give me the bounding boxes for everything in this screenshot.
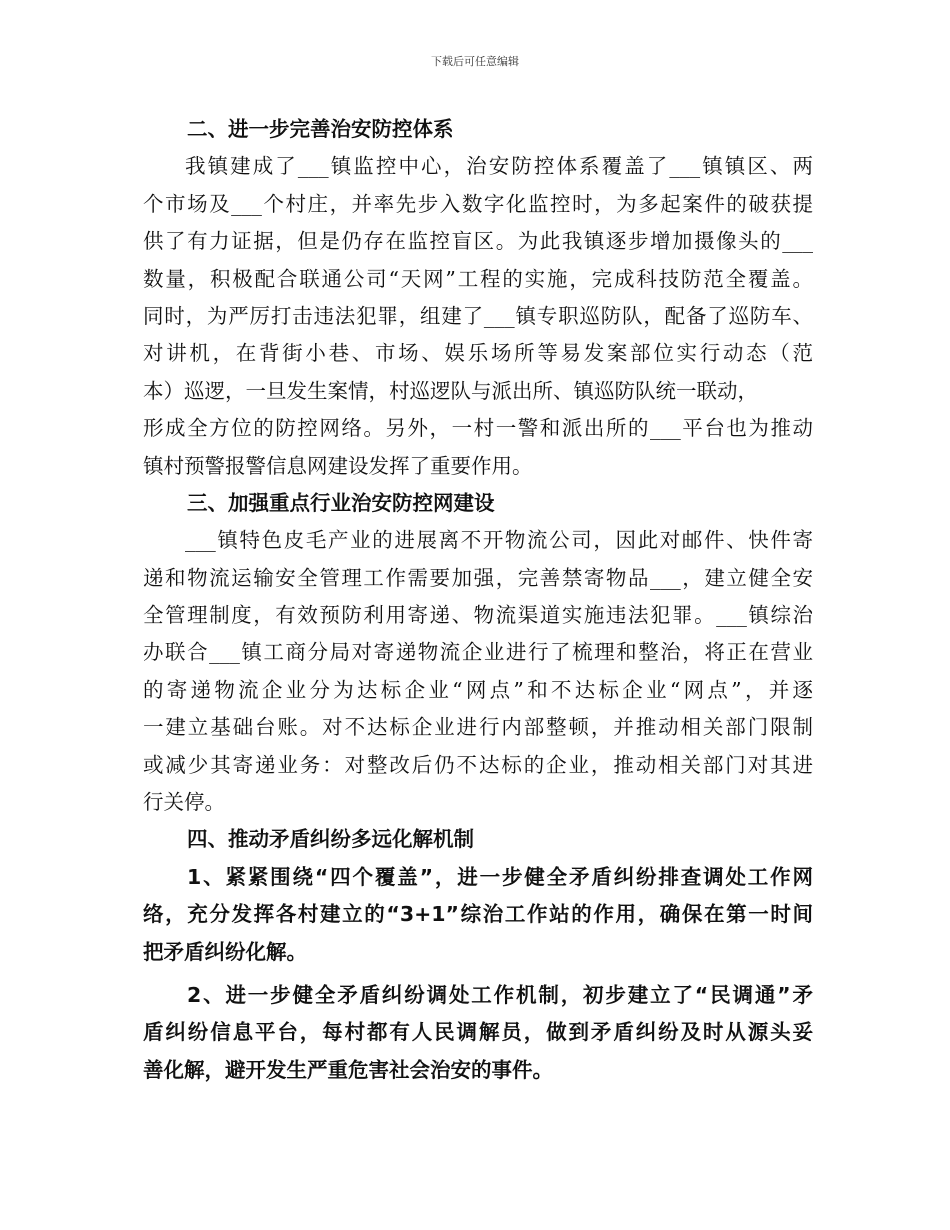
item-2-line: 2、进一步健全矛盾纠纷调处工作机制，初步建立了“民调通”矛: [187, 982, 813, 1007]
item-2-line: 善化解，避开发生严重危害社会治安的事件。: [143, 1057, 553, 1082]
paragraph-line: 同时，为严厉打击违法犯罪，组建了___镇专职巡防队，配备了巡防车、: [143, 303, 813, 328]
paragraph-line: 我镇建成了___镇监控中心，治安防控体系覆盖了___镇镇区、两: [185, 154, 813, 179]
paragraph-line: 对讲机，在背街小巷、市场、娱乐场所等易发案部位实行动态（范: [143, 341, 813, 366]
paragraph-line: 供了有力证据，但是仍存在监控盲区。为此我镇逐步增加摄像头的___: [143, 229, 813, 254]
item-1-line: 1、紧紧围绕“四个覆盖”，进一步健全矛盾纠纷排查调处工作网: [187, 864, 813, 889]
paragraph-line: 递和物流运输安全管理工作需要加强，完善禁寄物品___，建立健全安: [143, 565, 813, 590]
section-2-heading: 二、进一步完善治安防控体系: [187, 117, 454, 141]
paragraph-line: 形成全方位的防控网络。另外，一村一警和派出所的___平台也为推动: [143, 416, 813, 441]
item-2-line: 盾纠纷信息平台，每村都有人民调解员，做到矛盾纠纷及时从源头妥: [143, 1020, 813, 1045]
paragraph-line: 镇村预警报警信息网建设发挥了重要作用。: [143, 453, 533, 478]
paragraph-line: ___镇特色皮毛产业的进展离不开物流公司，因此对邮件、快件寄: [185, 528, 813, 553]
page-header-note: 下载后可任意编辑: [431, 55, 519, 68]
paragraph-line: 数量，积极配合联通公司“天网”工程的实施，完成科技防范全覆盖。: [143, 266, 813, 291]
paragraph-line: 行关停。: [143, 790, 225, 815]
paragraph-line: 本）巡逻，一旦发生案情，村巡逻队与派出所、镇巡防队统一联动，: [143, 378, 758, 403]
document-body: [143, 111, 813, 1089]
item-1-line: 络，充分发挥各村建立的“3+1”综治工作站的作用，确保在第一时间: [143, 902, 813, 927]
paragraph-line: 一建立基础台账。对不达标企业进行内部整顿，并推动相关部门限制: [143, 715, 813, 740]
section-3-heading: 三、加强重点行业治安防控网建设: [187, 490, 495, 515]
paragraph-line: 办联合___镇工商分局对寄递物流企业进行了梳理和整治，将正在营业: [143, 640, 813, 665]
item-1-line: 把矛盾纠纷化解。: [143, 939, 307, 964]
paragraph-line: 全管理制度，有效预防利用寄递、物流渠道实施违法犯罪。___镇综治: [143, 603, 813, 628]
paragraph-line: 个市场及___个村庄，并率先步入数字化监控时，为多起案件的破获提: [143, 191, 813, 216]
paragraph-line: 或减少其寄递业务：对整改后仍不达标的企业，推动相关部门对其进: [143, 752, 813, 777]
section-4-heading: 四、推动矛盾纠纷多远化解机制: [187, 827, 474, 852]
paragraph-line: 的寄递物流企业分为达标企业“网点”和不达标企业“网点”，并逐: [143, 677, 813, 702]
